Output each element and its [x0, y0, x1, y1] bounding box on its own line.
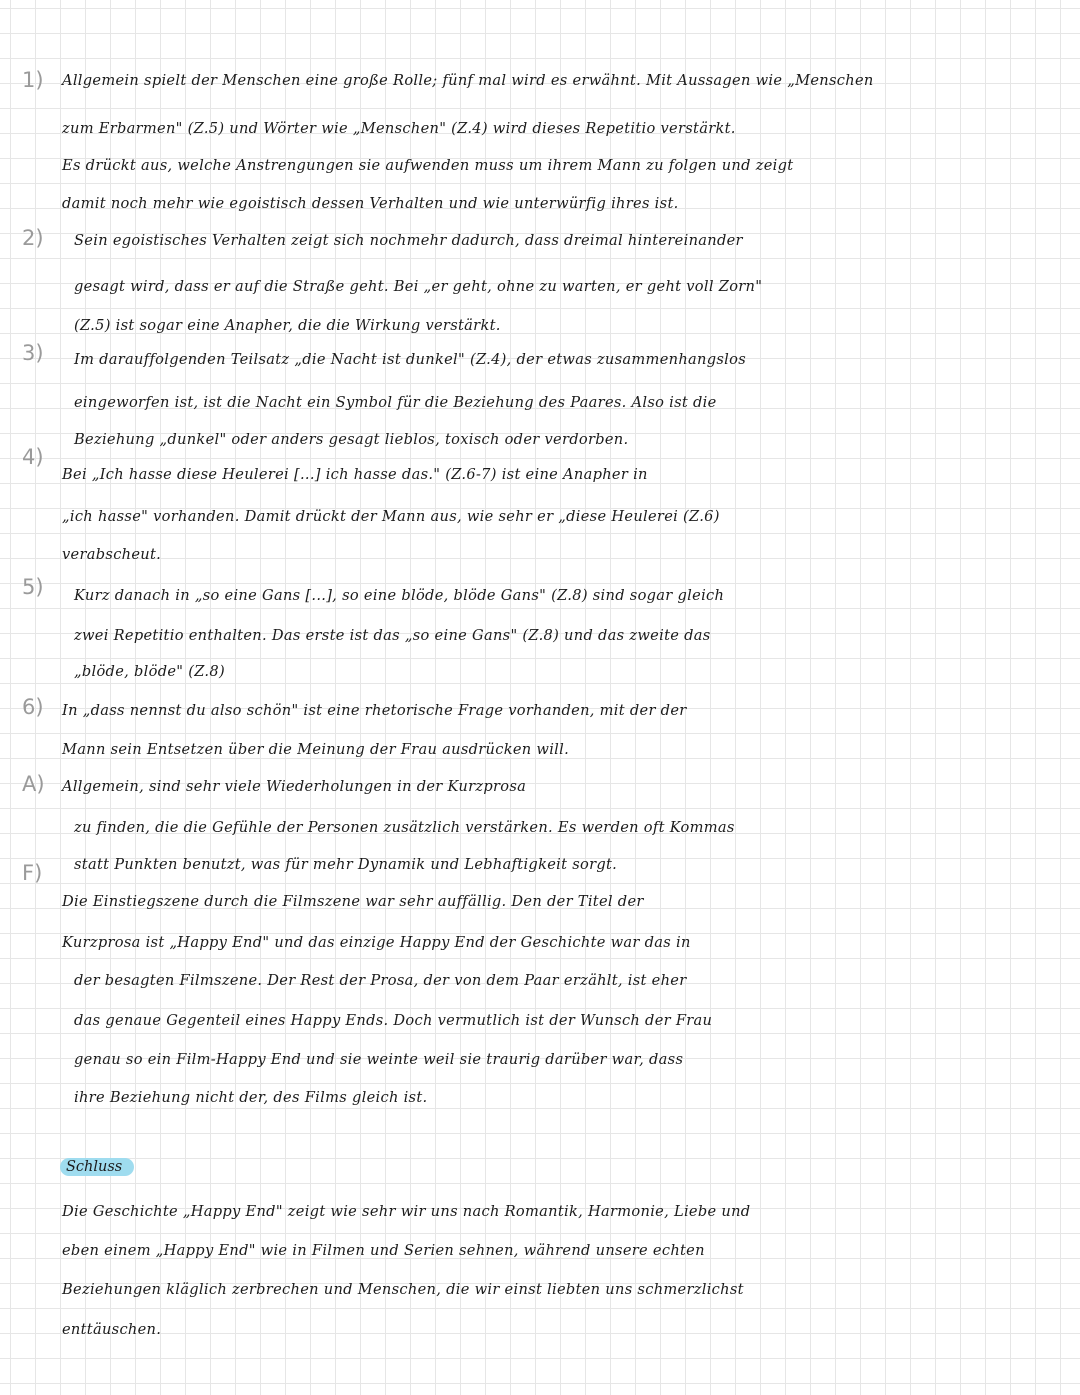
section-marker: 3) — [22, 341, 44, 365]
text-line: genau so ein Film-Happy End und sie weinte weil sie traurig darüber war, dass — [74, 1051, 684, 1068]
text-line: Mann sein Entsetzen über die Meinung der Frau ausdrücken will. — [62, 741, 570, 758]
section-marker: 6) — [22, 695, 44, 719]
text-line: der besagten Filmszene. Der Rest der Prosa, der von dem Paar erzählt, ist eher — [74, 972, 687, 989]
text-line: zwei Repetitio enthalten. Das erste ist das „so eine Gans" (Z.8) und das zweite das — [74, 627, 711, 644]
text-line: Die Geschichte „Happy End" zeigt wie sehr wir uns nach Romantik, Harmonie, Liebe und — [62, 1203, 751, 1220]
text-line: eben einem „Happy End" wie in Filmen und Serien sehnen, während unsere echten — [62, 1242, 705, 1259]
text-line: zu finden, die die Gefühle der Personen zusätzlich verstärken. Es werden oft Kommas — [74, 819, 735, 836]
section-marker: 4) — [22, 445, 44, 469]
text-line: Kurz danach in „so eine Gans [...], so eine blöde, blöde Gans" (Z.8) sind sogar gleich — [74, 587, 725, 604]
text-line: enttäuschen. — [62, 1321, 162, 1338]
section-heading-highlight: Schluss — [60, 1158, 134, 1176]
text-line: Sein egoistisches Verhalten zeigt sich nochmehr dadurch, dass dreimal hintereinander — [74, 232, 743, 249]
text-line: damit noch mehr wie egoistisch dessen Verhalten und wie unterwürfig ihres ist. — [62, 195, 679, 212]
text-line: Allgemein, sind sehr viele Wiederholungen in der Kurzprosa — [62, 778, 527, 795]
text-line: statt Punkten benutzt, was für mehr Dynamik und Lebhaftigkeit sorgt. — [74, 856, 618, 873]
text-line: Im darauffolgenden Teilsatz „die Nacht ist dunkel" (Z.4), der etwas zusammenhangslos — [74, 351, 747, 368]
text-line: ihre Beziehung nicht der, des Films gleich ist. — [74, 1089, 428, 1106]
text-line: zum Erbarmen" (Z.5) und Wörter wie „Menschen" (Z.4) wird dieses Repetitio verstärkt. — [62, 120, 736, 137]
text-line: das genaue Gegenteil eines Happy Ends. Doch vermutlich ist der Wunsch der Frau — [74, 1012, 713, 1029]
text-line: Beziehung „dunkel" oder anders gesagt lieblos, toxisch oder verdorben. — [74, 431, 629, 448]
section-marker: 2) — [22, 226, 44, 250]
section-marker: 5) — [22, 575, 44, 599]
text-line: In „dass nennst du also schön" ist eine rhetorische Frage vorhanden, mit der der — [62, 702, 687, 719]
text-line: Es drückt aus, welche Anstrengungen sie aufwenden muss um ihrem Mann zu folgen und zeigt — [62, 157, 794, 174]
text-line: Die Einstiegszene durch die Filmszene war sehr auffällig. Den der Titel der — [62, 893, 644, 910]
text-line: „blöde, blöde" (Z.8) — [74, 663, 225, 680]
text-line: Bei „Ich hasse diese Heulerei [...] ich hasse das." (Z.6-7) ist eine Anapher in — [62, 466, 648, 483]
text-line: verabscheut. — [62, 546, 162, 563]
section-marker: 1) — [22, 68, 44, 92]
text-line: eingeworfen ist, ist die Nacht ein Symbol für die Beziehung des Paares. Also ist die — [74, 394, 717, 411]
text-line: „ich hasse" vorhanden. Damit drückt der Mann aus, wie sehr er „diese Heulerei (Z.6) — [62, 508, 720, 525]
text-line: gesagt wird, dass er auf die Straße geht. Bei „er geht, ohne zu warten, er geht voll Zorn" — [74, 278, 763, 295]
text-line: (Z.5) ist sogar eine Anapher, die die Wirkung verstärkt. — [74, 317, 501, 334]
section-marker: A) — [22, 772, 45, 796]
text-line: Beziehungen kläglich zerbrechen und Menschen, die wir einst liebten uns schmerzlichst — [62, 1281, 744, 1298]
section-marker: F) — [22, 861, 43, 885]
text-line: Allgemein spielt der Menschen eine große Rolle; fünf mal wird es erwähnt. Mit Aussagen wie „Menschen — [62, 72, 874, 89]
text-line: Kurzprosa ist „Happy End" und das einzige Happy End der Geschichte war das in — [62, 934, 691, 951]
